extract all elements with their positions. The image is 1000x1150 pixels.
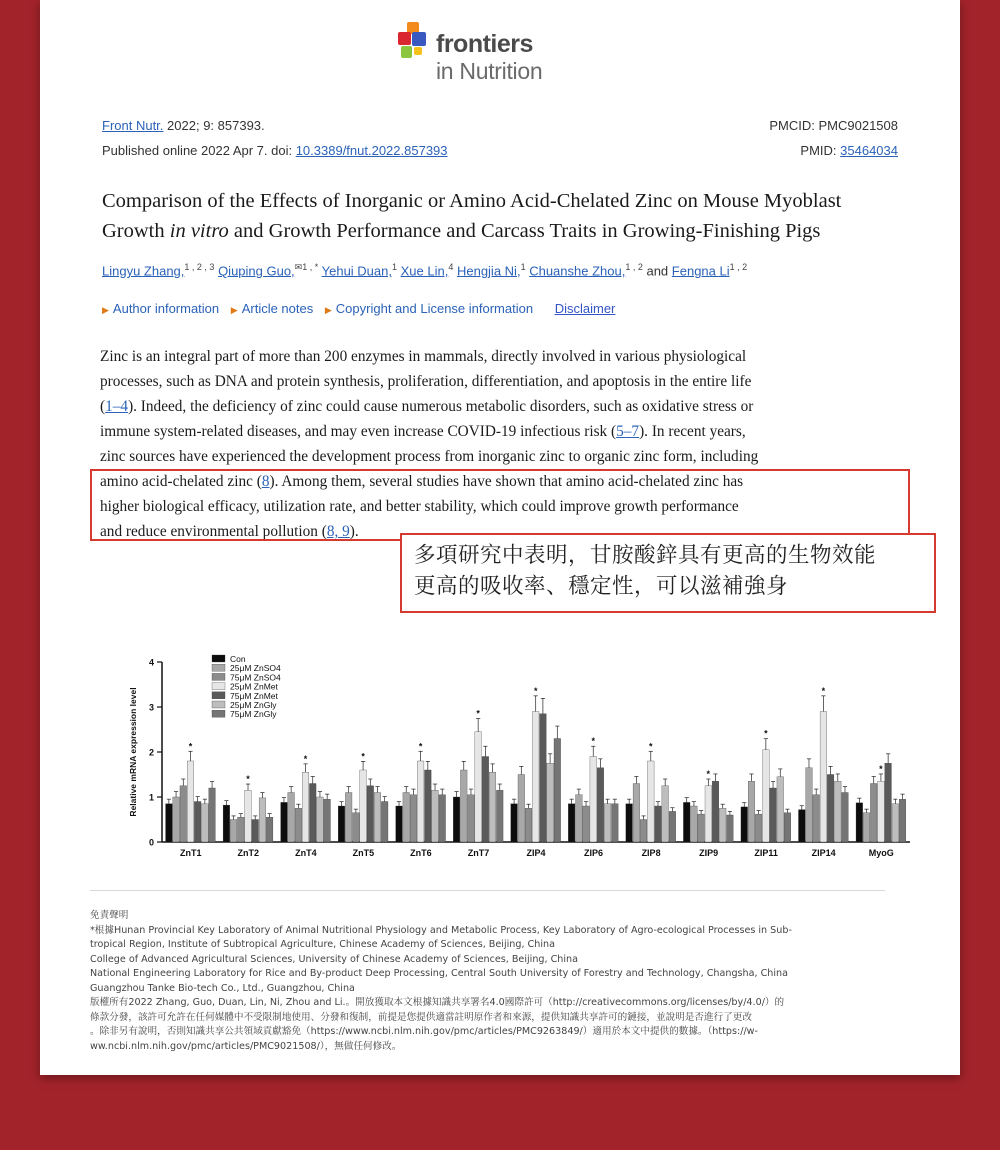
bar xyxy=(525,808,532,842)
author-and: and xyxy=(646,263,669,279)
reference-link[interactable]: 8 xyxy=(261,473,270,490)
pmid-label: PMID: xyxy=(800,143,841,158)
bar xyxy=(669,811,676,842)
bar xyxy=(317,797,324,842)
journal-brand-line1: frontiers xyxy=(436,30,533,58)
legend-label: 25μM ZnSO4 xyxy=(230,663,281,674)
article-title xyxy=(102,186,912,246)
legend-swatch xyxy=(212,692,225,699)
x-tick-label: ZIP14 xyxy=(811,848,836,858)
divider xyxy=(90,890,885,891)
bar xyxy=(806,768,813,842)
x-tick-label: ZnT4 xyxy=(295,848,317,858)
legend-label: 75μM ZnMet xyxy=(230,690,278,701)
bar xyxy=(360,770,367,842)
y-tick-label: 4 xyxy=(148,657,154,668)
bar xyxy=(727,815,734,842)
author-affiliation: 1 xyxy=(391,262,397,272)
significance-marker: * xyxy=(361,751,365,762)
bar xyxy=(475,732,482,842)
author-link[interactable]: Fengna Li xyxy=(671,263,730,279)
x-tick-label: ZnT1 xyxy=(180,848,202,858)
bar xyxy=(381,802,388,843)
author-link[interactable]: Hengjia Ni, xyxy=(456,263,521,279)
legend-swatch xyxy=(212,701,225,708)
bar xyxy=(798,810,805,842)
bar xyxy=(180,786,187,842)
disclaimer-line: Guangzhou Tanke Bio-tech Co., Ltd., Guangzhou, China xyxy=(90,982,355,994)
bar xyxy=(281,802,288,842)
disclaimer-line: College of Advanced Agricultural Sciences, University of Chinese Academy of Sciences, Beijing, China xyxy=(90,953,578,965)
disclaimer-line: tropical Region, Institute of Subtropical Agriculture, Chinese Academy of Sciences, Beijing, China xyxy=(90,939,555,950)
x-tick-label: ZnT2 xyxy=(237,848,260,858)
bar xyxy=(309,784,316,843)
title-part3: and Growth Performance and Carcass Traits in Growing-Finishing Pigs xyxy=(228,220,821,242)
bar xyxy=(187,761,194,842)
x-tick-label: ZnT6 xyxy=(410,848,432,858)
highlight-box xyxy=(90,469,910,541)
bar xyxy=(547,763,554,842)
author-info-toggle[interactable]: ▶ Author information xyxy=(102,301,220,316)
bar xyxy=(626,804,633,842)
bar xyxy=(453,797,460,842)
legend-label: 25μM ZnMet xyxy=(230,681,278,692)
published-label: Published online 2022 Apr 7. doi: xyxy=(102,143,296,158)
bar xyxy=(173,797,180,842)
callout-annotation xyxy=(400,533,936,613)
author-affiliation: 1 , 2 xyxy=(729,262,748,272)
article-info-bar xyxy=(102,301,615,316)
disclaimer-line: ww.ncbi.nlm.nih.gov/pmc/articles/PMC9021508/），無做任何修改。 xyxy=(90,1040,402,1052)
bar xyxy=(705,786,712,842)
bar xyxy=(583,806,590,842)
paragraph-line: amino acid-chelated zinc (8). Among them, several studies have shown that amino acid-chelated zinc has xyxy=(100,473,744,490)
callout-line: 多項研究中表明，甘胺酸鋅具有更高的生物效能 xyxy=(414,543,877,568)
bar xyxy=(842,793,849,843)
disclaimer-line: *根據Hunan Provincial Key Laboratory of Animal Nutritional Physiology and Metabolic Process, Key Laboratory of Agro-ecological Processes in Sub- xyxy=(90,924,792,936)
title-italic: in vitro xyxy=(169,220,229,242)
paragraph-line: Zinc is an integral part of more than 200 enzymes in mammals, directly involved in various physiological xyxy=(100,348,747,365)
bar xyxy=(784,813,791,842)
bar xyxy=(612,804,619,842)
bar xyxy=(748,781,755,842)
author-list xyxy=(102,262,747,278)
bar xyxy=(568,804,575,842)
disclaimer-line: 條款分發，該許可允許在任何媒體中不受限制地使用、分發和復制，前提是您提供適當註明原作者和來源，提供知識共享許可的鏈接，並說明是否進行了更改 xyxy=(90,1011,752,1023)
frontiers-logo-icon xyxy=(398,22,434,62)
bar xyxy=(813,795,820,842)
y-tick-label: 2 xyxy=(148,747,154,758)
bar xyxy=(209,788,216,842)
paragraph-line: processes, such as DNA and protein synthesis, proliferation, differentiation, and apoptosis in the entire life xyxy=(100,373,752,390)
y-tick-label: 0 xyxy=(148,837,154,848)
bar xyxy=(518,775,525,843)
bar xyxy=(439,795,446,842)
bar xyxy=(338,806,345,842)
bar xyxy=(238,817,245,842)
bar xyxy=(511,804,518,842)
disclaimer-line: National Engineering Laboratory for Rice and By-product Deep Processing, Central South University of Forestry and Technology, Changsha, China xyxy=(90,968,788,979)
bar xyxy=(662,786,669,842)
y-axis-label: Relative mRNA expression level xyxy=(128,687,138,817)
bar xyxy=(899,799,906,842)
legend-swatch xyxy=(212,655,225,662)
bar xyxy=(590,757,597,843)
bar xyxy=(367,786,374,842)
bar xyxy=(878,781,885,842)
disclaimer-line: 版權所有2022 Zhang, Guo, Duan, Lin, Ni, Zhou and Li.。開放獲取本文根據知識共享署名4.0國際許可（http://creativecommons.org/licenses/by/4.0/）的 xyxy=(90,997,785,1008)
article-page xyxy=(40,0,960,1075)
bar xyxy=(691,806,698,842)
bar xyxy=(482,757,489,843)
paragraph-line: and reduce environmental pollution (8, 9). xyxy=(100,523,359,540)
x-tick-label: ZIP4 xyxy=(526,848,546,858)
bar xyxy=(194,802,201,843)
pmcid: PMCID: PMC9021508 xyxy=(769,118,898,133)
bar xyxy=(425,770,432,842)
title-part2: Growth xyxy=(102,220,170,242)
bar xyxy=(259,798,266,842)
x-tick-label: MyoG xyxy=(868,848,894,858)
bar xyxy=(554,739,561,843)
bar xyxy=(489,772,496,842)
copyright-toggle[interactable]: ▶ Copyright and License information xyxy=(324,301,534,316)
bar xyxy=(820,712,827,843)
significance-marker: * xyxy=(879,763,883,774)
bar xyxy=(834,781,841,842)
disclaimer-heading: 免責聲明 xyxy=(90,910,129,921)
bar xyxy=(417,761,424,842)
author-affiliation: 1 , 2 xyxy=(625,262,643,272)
bar xyxy=(640,820,647,843)
bar xyxy=(432,790,439,842)
reference-link[interactable]: 8, 9 xyxy=(326,523,350,540)
reference-link[interactable]: 1–4 xyxy=(105,398,129,415)
bar xyxy=(295,808,302,842)
bar xyxy=(353,813,360,842)
paragraph-line: (1–4). Indeed, the deficiency of zinc could cause numerous metabolic disorders, such as oxidative stress or xyxy=(100,398,754,415)
x-tick-label: ZIP6 xyxy=(584,848,604,858)
author-affiliation: 1 , 2 , 3 xyxy=(184,262,215,272)
significance-marker: * xyxy=(188,741,193,752)
article-notes-toggle[interactable]: ▶ Article notes xyxy=(230,301,314,316)
author-affiliation: 4 xyxy=(448,262,454,272)
expand-triangle-icon: ▶ xyxy=(324,305,332,315)
volume-info: 2022; 9: 857393. xyxy=(167,118,265,133)
author-link[interactable]: Yehui Duan, xyxy=(321,263,392,279)
bar xyxy=(683,802,690,842)
expand-triangle-icon: ▶ xyxy=(102,305,109,315)
legend-swatch xyxy=(212,683,225,690)
bar xyxy=(647,761,654,842)
x-tick-label: ZIP9 xyxy=(699,848,719,858)
bar xyxy=(719,808,726,842)
expand-triangle-icon: ▶ xyxy=(230,305,238,315)
significance-marker: * xyxy=(591,736,595,747)
author-link[interactable]: Chuanshe Zhou, xyxy=(529,263,626,279)
legend-swatch xyxy=(212,710,225,717)
journal-brand-line2: in Nutrition xyxy=(436,58,543,84)
mrna-expression-bar-chart xyxy=(120,652,920,877)
y-tick-label: 1 xyxy=(148,792,154,803)
bar xyxy=(302,772,309,842)
legend-label: 25μM ZnGly xyxy=(230,700,277,710)
legend-swatch xyxy=(212,664,225,671)
bar xyxy=(403,793,410,843)
bar xyxy=(856,803,863,842)
significance-marker: * xyxy=(246,774,250,785)
citation-line xyxy=(102,118,265,133)
bar xyxy=(496,790,503,842)
bar xyxy=(576,795,583,842)
bar xyxy=(741,807,748,842)
significance-marker: * xyxy=(533,685,538,696)
x-tick-label: ZnT7 xyxy=(467,848,490,858)
pmid-link[interactable]: 35464034 xyxy=(840,143,898,158)
bar xyxy=(777,777,784,842)
paragraph-line: higher biological efficacy, utilization rate, and better stability, which could improve growth performance xyxy=(100,498,739,515)
bar xyxy=(870,784,877,843)
title-part1: Comparison of the Effects of Inorganic or Amino Acid-Chelated Zinc on Mouse Myoblast xyxy=(102,190,842,212)
author-affiliation: 1 xyxy=(520,262,526,272)
journal-link[interactable]: Front Nutr. xyxy=(102,118,164,133)
bar xyxy=(460,770,467,842)
significance-marker: * xyxy=(476,708,480,719)
bar xyxy=(223,805,230,842)
x-tick-label: ZnT5 xyxy=(352,848,375,858)
bar xyxy=(468,795,475,842)
bar xyxy=(597,768,604,842)
bar xyxy=(166,804,173,842)
author-affiliation: ✉1 , * xyxy=(294,262,319,272)
bar xyxy=(288,793,295,843)
reference-link[interactable]: 5–7 xyxy=(616,423,640,440)
bar xyxy=(712,781,719,842)
y-tick-label: 3 xyxy=(148,702,154,713)
legend-label: 75μM ZnGly xyxy=(230,709,277,720)
x-tick-label: ZIP11 xyxy=(754,848,778,858)
significance-marker: * xyxy=(303,753,308,764)
significance-marker: * xyxy=(821,685,826,696)
bar xyxy=(863,813,870,842)
bar xyxy=(604,804,611,842)
significance-marker: * xyxy=(764,728,768,739)
x-tick-label: ZIP8 xyxy=(641,848,661,858)
bar xyxy=(396,806,403,842)
bar xyxy=(266,817,273,842)
doi-link[interactable]: 10.3389/fnut.2022.857393 xyxy=(295,143,448,158)
disclaimer-line: 。除非另有說明，否則知識共享公共領域貢獻豁免（https://www.ncbi.nlm.nih.gov/pmc/articles/PMC9263849/）適用於本文中提供的數據。（https://w- xyxy=(90,1026,758,1037)
bar xyxy=(324,799,331,842)
bar xyxy=(770,788,777,842)
bar xyxy=(540,714,547,842)
paragraph-line: zinc sources have experienced the development process from inorganic zinc to organic zinc form, including xyxy=(100,448,759,465)
bar xyxy=(345,793,352,843)
bar xyxy=(230,820,237,843)
bar xyxy=(698,814,705,842)
bar xyxy=(374,793,381,843)
bar xyxy=(655,806,662,842)
published-line xyxy=(102,143,448,158)
bar xyxy=(252,820,259,843)
bar xyxy=(202,804,209,842)
bar xyxy=(633,784,640,843)
significance-marker: * xyxy=(706,769,711,779)
legend-label: Con xyxy=(230,654,246,664)
bar xyxy=(245,790,252,842)
pmid-line xyxy=(800,143,898,158)
bar xyxy=(885,763,892,842)
author-link[interactable]: Qiuping Guo, xyxy=(218,263,295,279)
callout-line: 更高的吸收率、穩定性，可以滋補強身 xyxy=(414,574,789,599)
bar xyxy=(410,795,417,842)
disclaimer-footnote xyxy=(90,909,890,1054)
significance-marker: * xyxy=(418,741,423,752)
legend-swatch xyxy=(212,673,225,680)
bar xyxy=(827,775,834,843)
legend-label: 75μM ZnSO4 xyxy=(230,672,281,683)
author-link[interactable]: Xue Lin, xyxy=(400,263,449,279)
author-link[interactable]: Lingyu Zhang, xyxy=(102,263,185,279)
bar xyxy=(892,804,899,842)
paragraph-line: immune system-related diseases, and may even increase COVID-19 infectious risk (5–7). In recent years, xyxy=(100,423,746,440)
bar xyxy=(755,814,762,842)
bar xyxy=(763,750,770,842)
significance-marker: * xyxy=(649,741,653,752)
bar xyxy=(532,712,539,843)
journal-logo[interactable] xyxy=(398,20,618,84)
disclaimer-link[interactable]: Disclaimer xyxy=(554,301,616,316)
